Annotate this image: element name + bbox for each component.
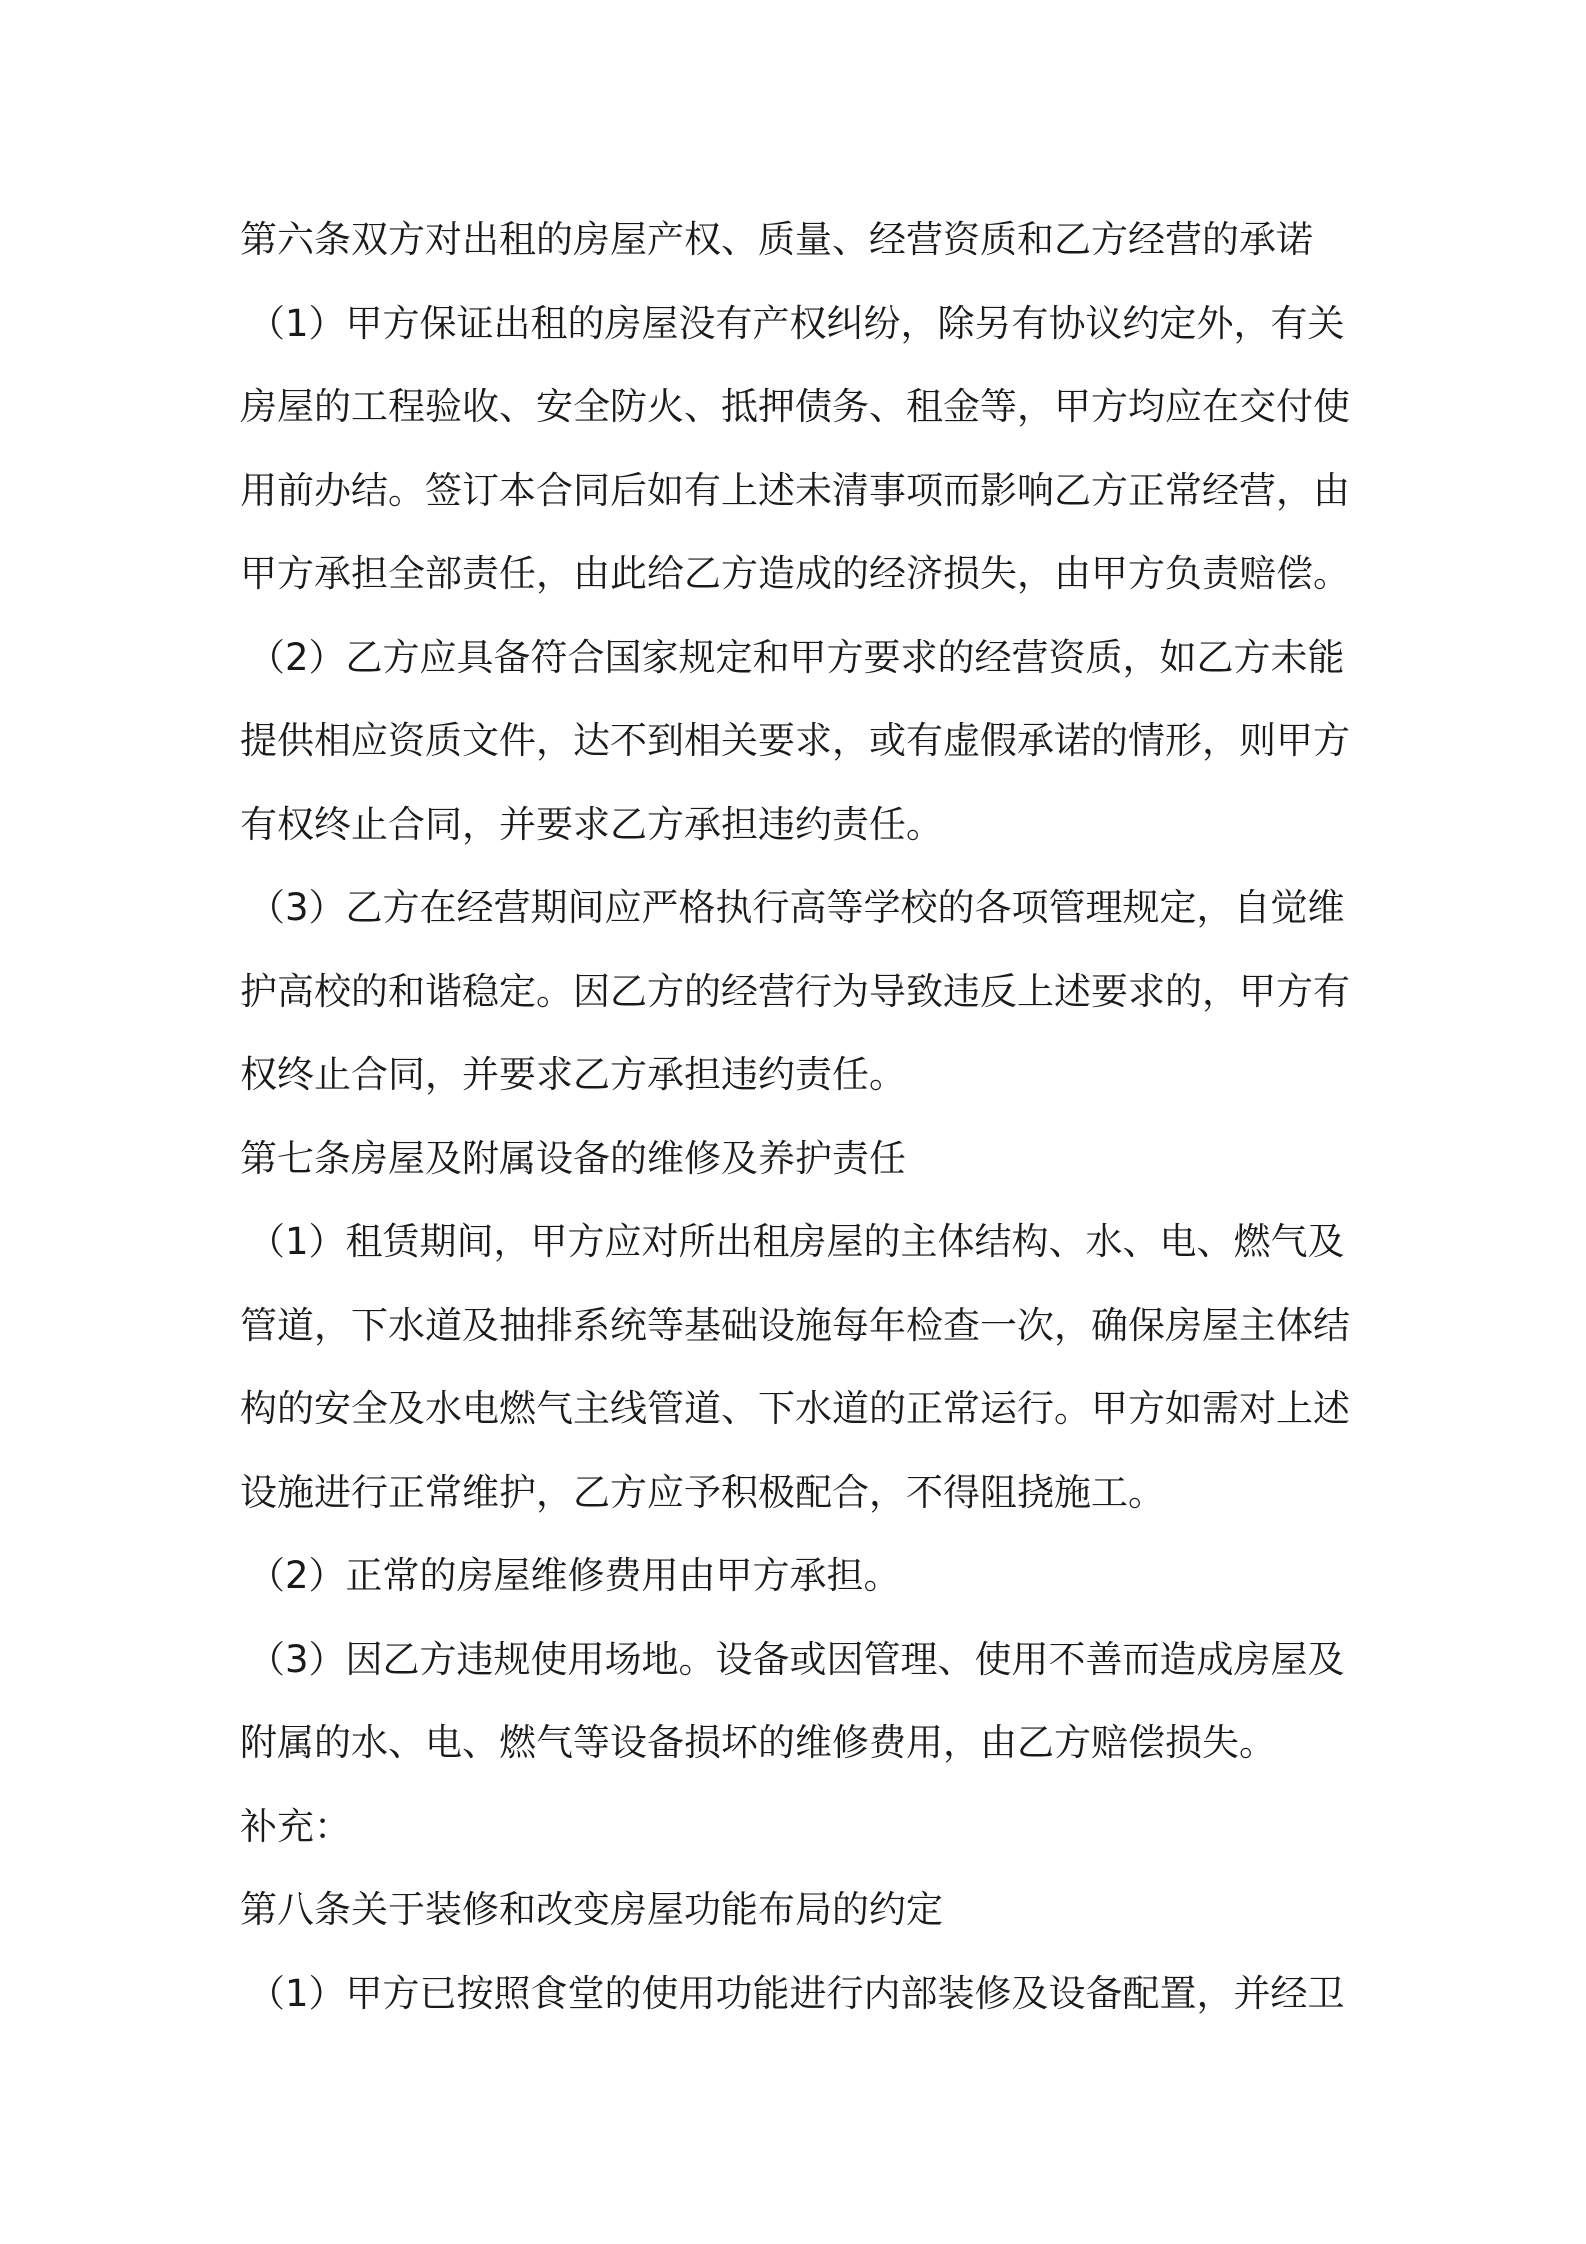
text-line: 房屋的工程验收、安全防火、抵押债务、租金等，甲方均应在交付使 xyxy=(240,385,1350,428)
text-line: （1）租赁期间，甲方应对所出租房屋的主体结构、水、电、燃气及 xyxy=(248,1220,1345,1263)
text-line: 用前办结。签订本合同后如有上述未清事项而影响乙方正常经营，由 xyxy=(240,468,1350,512)
contract-text xyxy=(240,198,1364,2035)
text-line: 提供相应资质文件，达不到相关要求，或有虚假承诺的情形，则甲方 xyxy=(240,719,1350,762)
text-line: 甲方承担全部责任，由此给乙方造成的经济损失，由甲方负责赔偿。 xyxy=(240,552,1350,595)
text-line: 管道，下水道及抽排系统等基础设施每年检查一次，确保房屋主体结 xyxy=(240,1303,1350,1347)
text-line: （3）乙方在经营期间应严格执行高等学校的各项管理规定，自觉维 xyxy=(248,886,1345,929)
text-line: 设施进行正常维护，乙方应予积极配合，不得阻挠施工。 xyxy=(240,1470,1165,1514)
text-line: （1）甲方已按照食堂的使用功能进行内部装修及设备配置，并经卫 xyxy=(248,1971,1345,2015)
text-line: 权终止合同，并要求乙方承担违约责任。 xyxy=(240,1053,906,1096)
text-line: （2）乙方应具备符合国家规定和甲方要求的经营资质，如乙方未能 xyxy=(248,635,1345,679)
text-line: 护高校的和谐稳定。因乙方的经营行为导致违反上述要求的，甲方有 xyxy=(240,969,1350,1013)
article-7-heading: 第七条房屋及附属设备的维修及养护责任 xyxy=(240,1136,906,1180)
text-line: （1）甲方保证出租的房屋没有产权纠纷，除另有协议约定外，有关 xyxy=(248,301,1345,345)
article-6-heading: 第六条双方对出租的房屋产权、质量、经营资质和乙方经营的承诺 xyxy=(240,218,1313,261)
text-line: （2）正常的房屋维修费用由甲方承担。 xyxy=(248,1554,901,1597)
supplement-label: 补充： xyxy=(240,1804,351,1848)
text-line: 附属的水、电、燃气等设备损坏的维修费用，由乙方赔偿损失。 xyxy=(240,1721,1276,1764)
text-line: 有权终止合同，并要求乙方承担违约责任。 xyxy=(240,802,943,846)
text-line: 构的安全及水电燃气主线管道、下水道的正常运行。甲方如需对上述 xyxy=(240,1387,1350,1430)
article-8-heading: 第八条关于装修和改变房屋功能布局的约定 xyxy=(240,1888,943,1931)
text-line: （3）因乙方违规使用场地。设备或因管理、使用不善而造成房屋及 xyxy=(248,1637,1345,1681)
